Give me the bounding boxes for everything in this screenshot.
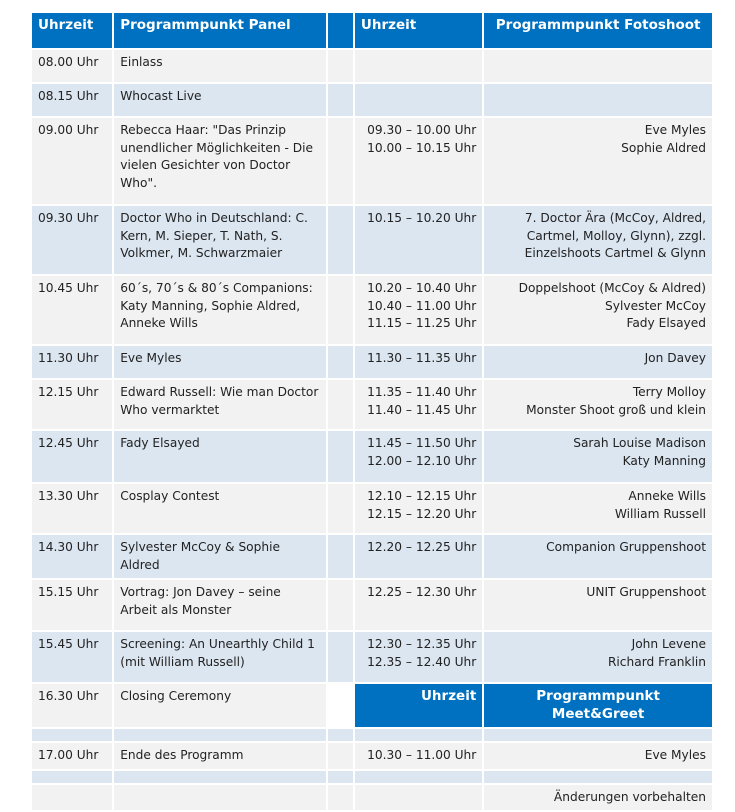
empty-row (32, 729, 712, 743)
panel-time: 09.30 Uhr (32, 206, 112, 276)
photo-time-line: 11.15 – 11.25 Uhr (361, 315, 476, 333)
photo-name-line: Sarah Louise Madison (490, 435, 706, 453)
photo-name-line: John Levene (490, 636, 706, 654)
panel-title: Doctor Who in Deutschland: C. Kern, M. Sieper, T. Nath, S. Volkmer, M. Schwarzmaier (114, 206, 326, 276)
photo-time-line: 09.30 – 10.00 Uhr (361, 122, 476, 140)
photo-time-line: 12.20 – 12.25 Uhr (361, 539, 476, 557)
panel-time: 08.15 Uhr (32, 84, 112, 118)
empty-cell (32, 729, 112, 743)
panel-title: Ende des Programm (114, 743, 326, 771)
photo-name-line: Sophie Aldred (490, 140, 706, 158)
photo-name-line: Eve Myles (490, 122, 706, 140)
spacer-cell (328, 118, 353, 206)
photo-name (484, 118, 712, 206)
header-panel: Programmpunkt Panel (114, 13, 326, 50)
photo-name (484, 346, 712, 380)
meetgreet-header-time: Uhrzeit (355, 684, 482, 729)
schedule-row (32, 346, 712, 380)
photo-time-line: 11.40 – 11.45 Uhr (361, 402, 476, 420)
photo-time-line: 12.00 – 12.10 Uhr (361, 453, 476, 471)
schedule-row (32, 380, 712, 431)
schedule-row (32, 50, 712, 84)
empty-cell (114, 771, 326, 785)
photo-time (355, 84, 482, 118)
end-row (32, 743, 712, 771)
schedule-row (32, 632, 712, 684)
photo-time (355, 118, 482, 206)
photo-time-line: 12.10 – 12.15 Uhr (361, 488, 476, 506)
photo-name-line: Companion Gruppenshoot (490, 539, 706, 557)
closing-row (32, 684, 712, 729)
schedule-row (32, 84, 712, 118)
photo-time-line: 10.00 – 10.15 Uhr (361, 140, 476, 158)
meetgreet-time: 10.30 – 11.00 Uhr (355, 743, 482, 771)
spacer-cell (328, 276, 353, 346)
empty-cell (355, 771, 482, 785)
meetgreet-name: Eve Myles (484, 743, 712, 771)
panel-time: 13.30 Uhr (32, 484, 112, 535)
photo-time-line: 11.30 – 11.35 Uhr (361, 350, 476, 368)
photo-time (355, 484, 482, 535)
photo-time (355, 276, 482, 346)
schedule-row (32, 431, 712, 484)
empty-cell (328, 785, 353, 812)
panel-time: 12.15 Uhr (32, 380, 112, 431)
header-time-photo: Uhrzeit (355, 13, 482, 50)
header-row (32, 13, 712, 50)
footnote: Änderungen vorbehalten (484, 785, 712, 812)
panel-time: 15.45 Uhr (32, 632, 112, 684)
photo-name-line: Richard Franklin (490, 654, 706, 672)
spacer-cell (328, 50, 353, 84)
empty-row (32, 771, 712, 785)
photo-name-line: Terry Molloy (490, 384, 706, 402)
panel-time: 11.30 Uhr (32, 346, 112, 380)
photo-time (355, 431, 482, 484)
empty-cell (32, 785, 112, 812)
spacer-cell (328, 484, 353, 535)
panel-title: Einlass (114, 50, 326, 84)
empty-cell (484, 771, 712, 785)
photo-time (355, 206, 482, 276)
header-photo: Programmpunkt Fotoshoot (484, 13, 712, 50)
photo-time-line: 12.25 – 12.30 Uhr (361, 584, 476, 602)
photo-time-line: 12.15 – 12.20 Uhr (361, 506, 476, 524)
photo-time-line: 10.40 – 11.00 Uhr (361, 298, 476, 316)
empty-cell (355, 729, 482, 743)
schedule-row (32, 580, 712, 632)
photo-time (355, 580, 482, 632)
panel-time: 15.15 Uhr (32, 580, 112, 632)
photo-time (355, 50, 482, 84)
panel-time: 12.45 Uhr (32, 431, 112, 484)
panel-title: Cosplay Contest (114, 484, 326, 535)
photo-name (484, 84, 712, 118)
schedule-table (30, 13, 714, 812)
header-time-panel: Uhrzeit (32, 13, 112, 50)
photo-name (484, 535, 712, 580)
photo-time (355, 346, 482, 380)
photo-time-line: 11.35 – 11.40 Uhr (361, 384, 476, 402)
empty-cell (32, 771, 112, 785)
photo-time-line: 12.30 – 12.35 Uhr (361, 636, 476, 654)
footnote-row (32, 785, 712, 812)
photo-name (484, 580, 712, 632)
photo-time (355, 380, 482, 431)
spacer-cell (328, 84, 353, 118)
photo-name-line: Jon Davey (490, 350, 706, 368)
panel-time: 09.00 Uhr (32, 118, 112, 206)
spacer-cell (328, 535, 353, 580)
empty-cell (355, 785, 482, 812)
panel-title: Screening: An Unearthly Child 1 (mit William Russell) (114, 632, 326, 684)
photo-name (484, 632, 712, 684)
schedule-row (32, 118, 712, 206)
panel-title: Vortrag: Jon Davey – seine Arbeit als Monster (114, 580, 326, 632)
schedule-row (32, 484, 712, 535)
photo-name-line: Anneke Wills (490, 488, 706, 506)
photo-time-line: 10.15 – 10.20 Uhr (361, 210, 476, 228)
spacer-cell (328, 380, 353, 431)
photo-name (484, 431, 712, 484)
empty-cell (328, 729, 353, 743)
spacer-cell (328, 684, 353, 729)
panel-title: Eve Myles (114, 346, 326, 380)
panel-title: Whocast Live (114, 84, 326, 118)
header-spacer (328, 13, 353, 50)
panel-time: 17.00 Uhr (32, 743, 112, 771)
spacer-cell (328, 580, 353, 632)
panel-time: 16.30 Uhr (32, 684, 112, 729)
photo-name-line: William Russell (490, 506, 706, 524)
empty-cell (328, 771, 353, 785)
schedule-row (32, 206, 712, 276)
photo-name (484, 484, 712, 535)
photo-name (484, 206, 712, 276)
panel-title: 60´s, 70´s & 80´s Companions: Katy Manning, Sophie Aldred, Anneke Wills (114, 276, 326, 346)
photo-time-line: 11.45 – 11.50 Uhr (361, 435, 476, 453)
panel-title: Sylvester McCoy & Sophie Aldred (114, 535, 326, 580)
photo-name-line: Fady Elsayed (490, 315, 706, 333)
photo-name-line: Sylvester McCoy (490, 298, 706, 316)
photo-name-line: Katy Manning (490, 453, 706, 471)
photo-name-line: Doppelshoot (McCoy & Aldred) (490, 280, 706, 298)
photo-name-line: 7. Doctor Ära (McCoy, Aldred, Cartmel, Molloy, Glynn), zzgl. Einzelshoots Cartmel & Glynn (490, 210, 706, 263)
spacer-cell (328, 632, 353, 684)
empty-cell (114, 729, 326, 743)
schedule-row (32, 276, 712, 346)
spacer-cell (328, 346, 353, 380)
photo-name (484, 380, 712, 431)
panel-time: 14.30 Uhr (32, 535, 112, 580)
meetgreet-header-title: Programmpunkt Meet&Greet (484, 684, 712, 729)
panel-title: Edward Russell: Wie man Doctor Who vermarktet (114, 380, 326, 431)
photo-name-line: UNIT Gruppenshoot (490, 584, 706, 602)
panel-time: 08.00 Uhr (32, 50, 112, 84)
photo-name (484, 276, 712, 346)
empty-cell (114, 785, 326, 812)
schedule-sheet (30, 13, 714, 812)
spacer-cell (328, 431, 353, 484)
photo-name (484, 50, 712, 84)
photo-name-line: Monster Shoot groß und klein (490, 402, 706, 420)
photo-time-line: 10.20 – 10.40 Uhr (361, 280, 476, 298)
empty-cell (484, 729, 712, 743)
photo-time (355, 632, 482, 684)
photo-time-line: 12.35 – 12.40 Uhr (361, 654, 476, 672)
schedule-row (32, 535, 712, 580)
spacer-cell (328, 743, 353, 771)
panel-title: Fady Elsayed (114, 431, 326, 484)
panel-title: Closing Ceremony (114, 684, 326, 729)
panel-title: Rebecca Haar: "Das Prinzip unendlicher Möglichkeiten - Die vielen Gesichter von Doctor Who". (114, 118, 326, 206)
spacer-cell (328, 206, 353, 276)
panel-time: 10.45 Uhr (32, 276, 112, 346)
photo-time (355, 535, 482, 580)
